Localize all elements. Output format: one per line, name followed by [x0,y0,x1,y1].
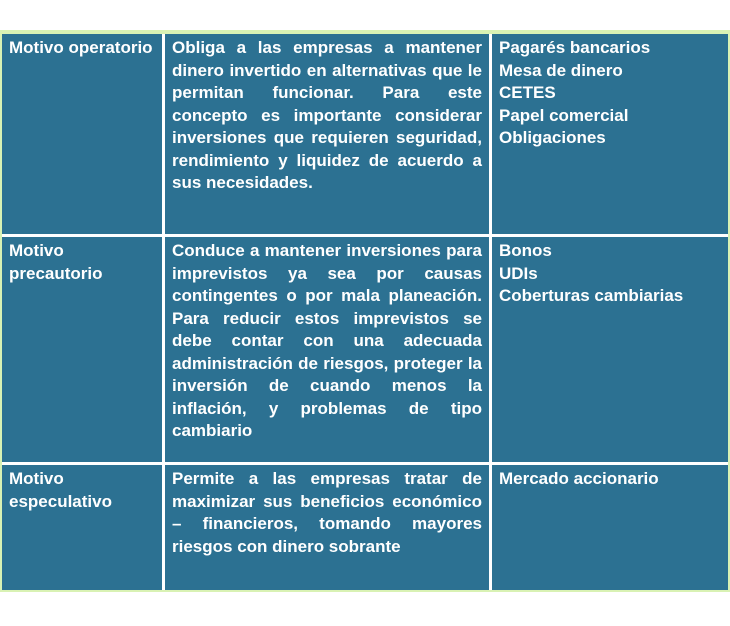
table-cell-description: Obliga a las empresas a mantener dinero invertido en alternativas que le permitan funcionar. Para este concepto es importante considerar inversiones que requieren seguridad, rendimiento y liquidez de acuerdo a sus necesidades. [165,34,489,234]
table-cell-description: Permite a las empresas tratar de maximizar sus beneficios económico – financieros, tomando mayores riesgos con dinero sobrante [165,465,489,590]
instrument-item: Bonos [499,241,552,260]
instrument-item: Papel comercial [499,105,629,125]
instrument-item: Pagarés bancarios [499,38,651,57]
instrument-item: UDIs [499,263,538,283]
instrument-item: Mercado accionario [499,469,659,488]
table-cell-instruments [492,465,728,590]
table-cell-description: Conduce a mantener inversiones para imprevistos ya sea por causas contingentes o por mala planeación. Para reducir estos imprevistos se debe contar con una adecuada administración de riesgos, proteger la inversión de cuando menos la inflación, y problemas de tipo cambiario [165,237,489,462]
table-cell-motive: Motivo precautorio [2,237,162,462]
instrument-item: CETES [499,83,556,102]
investment-motives-table [2,34,728,590]
instrument-item: Mesa de dinero [499,60,623,80]
table-cell-instruments [492,237,728,462]
table-cell-motive: Motivo especulativo [2,465,162,590]
table-cell-instruments [492,34,728,234]
instrument-item: Obligaciones [499,128,606,147]
table-cell-motive: Motivo operatorio [2,34,162,234]
instrument-item: Coberturas cambiarias [499,286,684,305]
